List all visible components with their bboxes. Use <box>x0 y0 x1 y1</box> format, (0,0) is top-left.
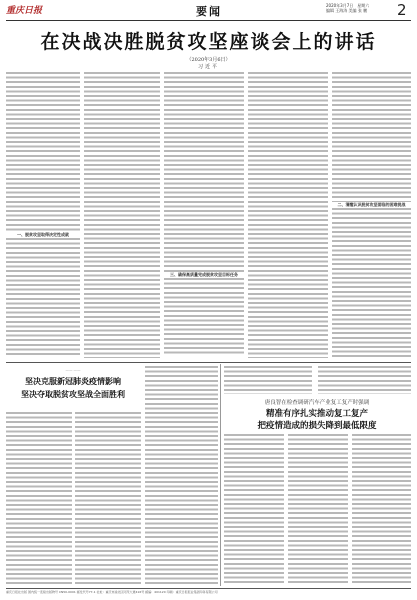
masthead-logo: 重庆日报 <box>6 6 43 16</box>
right-article-title-line2: 把疫情造成的损失降到最低限度 <box>257 421 377 431</box>
page-number: 2 <box>397 1 407 19</box>
left-article-column-2 <box>75 412 141 584</box>
header-rule <box>6 20 411 21</box>
footer-rule <box>6 588 411 589</box>
left-article-top-right-column <box>145 366 218 584</box>
section-title: 要闻 <box>196 5 222 18</box>
article-column-5 <box>332 72 411 358</box>
right-article-title-line1: 精准有序扎实推动复工复产 <box>265 409 368 419</box>
article-date: （2020年3月6日） <box>186 57 231 63</box>
left-article-column-1 <box>6 412 72 584</box>
left-article-headline <box>6 368 140 400</box>
page-footer: 重庆日报社出版 国内统一连续出版物号 CN50-0001 邮发代号77-1 社址：重庆市渝北区同茂大道416号 邮编：401120 印刷：重庆日报报业集团印务有限公司 <box>6 590 218 594</box>
right-article-kicker: 唐良智在检查调研汽车产业复工复产时强调 <box>264 400 370 406</box>
right-article-column-2 <box>288 434 348 584</box>
article-subhead-1: 一、脱贫攻坚取得决定性成就 <box>17 232 69 237</box>
left-article-title-line2: 坚决夺取脱贫攻坚战全面胜利 <box>21 389 125 399</box>
page-header <box>0 0 417 20</box>
article-headline: 在决战决胜脱贫攻坚座谈会上的讲话 <box>40 31 377 53</box>
column-divider <box>220 364 221 586</box>
article-column-2 <box>84 72 160 358</box>
right-article-intro-right <box>318 366 411 394</box>
left-article-kicker: —— —— <box>65 368 81 372</box>
date-info: 2020年3月7日 星期六 编辑 王海涛 美编 张 鹏 <box>326 3 370 13</box>
article-subhead-3: 三、确保高质量完成脱贫攻坚目标任务 <box>170 272 238 277</box>
right-article-intro-left <box>224 366 312 394</box>
article-column-1 <box>6 72 80 356</box>
article-subhead-2: 二、清醒认识脱贫攻坚面临的困难挑战 <box>337 202 406 207</box>
article-column-4 <box>248 72 328 358</box>
article-author: 习近平 <box>197 64 219 70</box>
left-article-title-line1: 坚决克服新冠肺炎疫情影响 <box>25 376 121 386</box>
article-column-3 <box>164 72 244 356</box>
right-article-column-3 <box>352 434 411 584</box>
section-divider <box>6 362 411 363</box>
right-article-column-1 <box>224 434 284 584</box>
